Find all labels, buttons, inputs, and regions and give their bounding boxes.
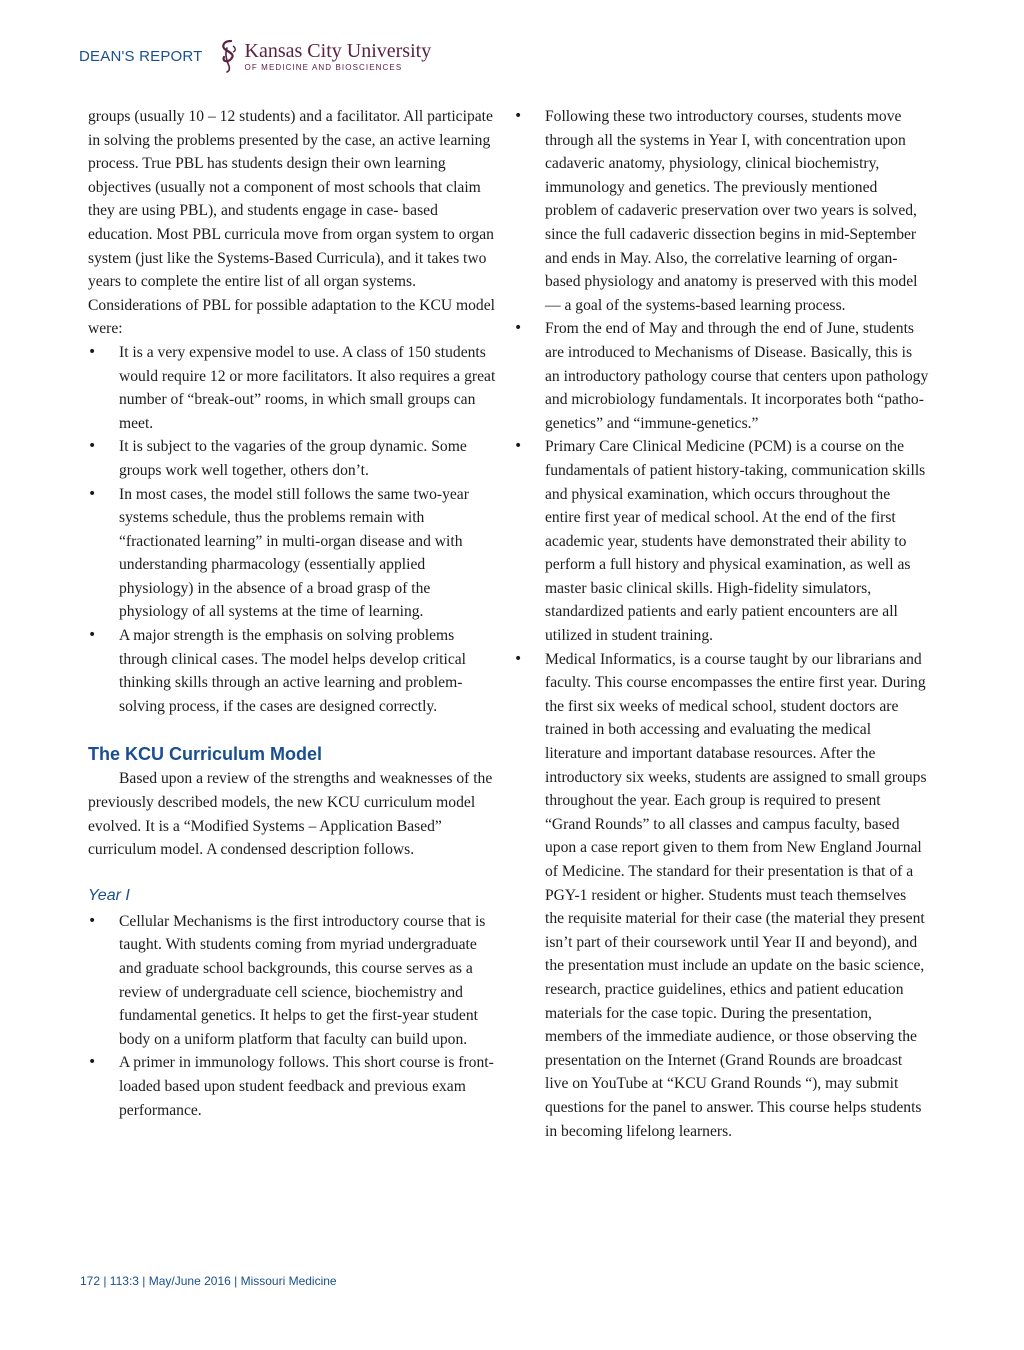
university-name: Kansas City University [244,39,432,62]
course-list [514,105,929,1143]
list-item: • It is a very expensive model to use. A class of 150 students would require 12 or more facilitators. It also requires a great number of “break-out” rooms, in which small groups can meet. [88,341,498,435]
curriculum-paragraph: Based upon a review of the strengths and weaknesses of the previously described models, the new KCU curriculum model evolved. It is a “Modified Systems – Application Based” curriculum model. A condensed description follows. [88,770,493,859]
page-footer-citation: 172 | 113:3 | May/June 2016 | Missouri Medicine [80,1274,337,1288]
list-item: • A primer in immunology follows. This short course is front-loaded based upon student feedback and previous exam performance. [88,1051,498,1122]
list-item: • Cellular Mechanisms is the first introductory course that is taught. With students coming from myriad undergraduate and graduate school backgrounds, this course serves as a review of undergraduate cell science, biochemistry and fundamental genetics. It helps to get the first-year student body on a uniform platform that faculty can build upon. [88,910,498,1052]
list-item: • Medical Informatics, is a course taught by our librarians and faculty. This course encompasses the entire first year. During the first six weeks of medical school, student doctors are trained in both accessing and evaluating the medical literature and important database resources. After the introductory six weeks, students are assigned to small groups throughout the year. Each group is required to present “Grand Rounds” to all classes and campus faculty, based upon a case report given to them from New England Journal of Medicine. The standard for their presentation is that of a PGY-1 resident or higher. Students must teach themselves the requisite material for their case (the material they present isn’t part of their coursework until Year II and beyond), and the presentation must include an update on the basic science, research, practice guidelines, ethics and patient education materials for the case topic. During the presentation, members of the immediate audience, or those observing the presentation on the Internet (Grand Rounds are broadcast live on YouTube at “KCU Grand Rounds “), may submit questions for the panel to answer. This course helps students in becoming lifelong learners. [514,648,929,1143]
year-one-list [88,910,498,1122]
report-label: DEAN'S REPORT [79,47,203,65]
section-heading: The KCU Curriculum Model [88,744,323,765]
list-item: • From the end of May and through the end of June, students are introduced to Mechanisms of Disease. Basically, this is an introductory pathology course that centers upon pathology and microbiology fundamentals. It incorporates both “patho-genetics” and “immune-genetics.” [514,317,929,435]
list-item: • It is subject to the vagaries of the group dynamic. Some groups work well together, others don’t. [88,435,498,482]
left-column [88,105,498,1122]
pbl-intro-paragraph: groups (usually 10 – 12 students) and a facilitator. All participate in solving the problems presented by the case, an active learning process. True PBL has students design their own learning objectives (usually not a component of most schools that claim they are using PBL), and students engage in case- based education. Most PBL curricula move from organ system to organ system (just like the Systems-Based Curricula), and it takes two years to complete the entire list of all organ systems. Considerations of PBL for possible adaptation to the KCU model were: [88,108,495,338]
university-subtitle: OF MEDICINE AND BIOSCIENCES [244,62,403,72]
right-column [514,105,929,1143]
university-logo [217,38,432,74]
list-item: • Primary Care Clinical Medicine (PCM) is a course on the fundamentals of patient history-taking, communication skills and physical examination, which occurs throughout the entire first year of medical school. At the end of the first academic year, students have demonstrated their ability to perform a full history and physical examination, as well as master basic clinical skills. High-fidelity simulators, standardized patients and early patient encounters are all utilized in student training. [514,435,929,647]
pbl-considerations-list [88,341,498,719]
list-item: • Following these two introductory courses, students move through all the systems in Year I, with concentration upon cadaveric anatomy, physiology, clinical biochemistry, immunology and genetics. The previously mentioned problem of cadaveric preservation over two years is solved, since the full cadaveric dissection begins in mid-September and ends in May. Also, the correlative learning of organ- based physiology and anatomy is preserved with this model — a goal of the systems-based learning process. [514,105,929,317]
list-item: • In most cases, the model still follows the same two-year systems schedule, thus the problems remain with “fractionated learning” in multi-organ disease and with understanding pharmacology (essentially applied physiology) in the absence of a broad grasp of the physiology of all systems at the time of learning. [88,483,498,625]
year-heading: Year I [88,886,130,904]
list-item: • A major strength is the emphasis on solving problems through clinical cases. The model helps develop critical thinking skills through an active learning and problem- solving process, if the cases are designed correctly. [88,624,498,718]
caduceus-icon [217,38,241,74]
page-header [79,36,431,76]
